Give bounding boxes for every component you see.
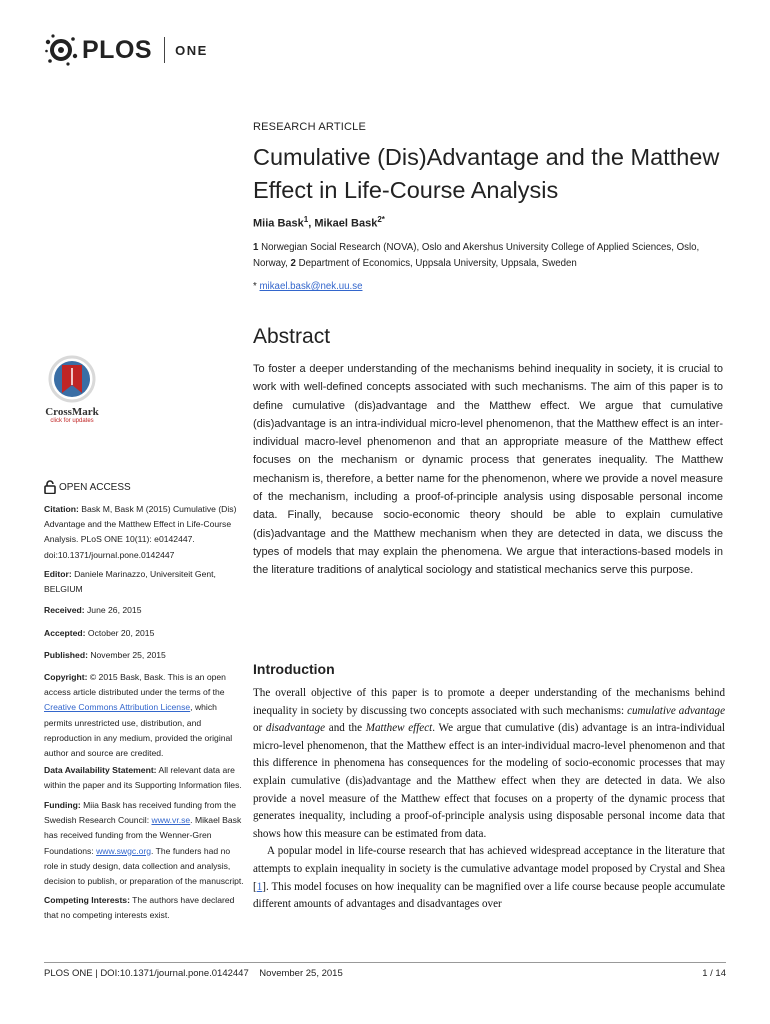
citation-text: Bask M, Bask M (2015) Cumulative (Dis) Advantage and the Matthew Effect in Life-Course Analysis. PLoS ONE 10(11): e0142447. doi:10.1371/journal.pone.0142447	[44, 504, 237, 560]
editor-block	[44, 567, 244, 597]
competing-text: The authors have declared that no competing interests exist.	[44, 895, 235, 921]
open-access-badge	[44, 480, 131, 494]
introduction-body	[253, 685, 725, 914]
editor-text: Daniele Marinazzo, Universiteit Gent, BELGIUM	[44, 569, 216, 595]
citation-block	[44, 502, 244, 563]
footer-citation: PLOS ONE | DOI:10.1371/journal.pone.0142447 November 25, 2015	[44, 968, 343, 979]
email-link[interactable]: mikael.bask@nek.uu.se	[259, 281, 363, 292]
author-separator: ,	[308, 217, 315, 230]
abstract-text: To foster a deeper understanding of the mechanisms behind inequality in society, it is crucial to work with well-defined concepts associated with such mechanisms. The aim of this paper is to define cumulative (dis)advantage and the Matthew effect. We argue that cumulative (dis)advantage is an intra-individual micro-level phenomenon, that the Matthew effect is an inter-individual macro-level phenomenon and that an appropriate measure of the Matthew effect focuses on the mechanism or dynamic process that generates inequality. The Matthew mechanism is, therefore, a better name for the phenomenon, where we provide a novel measure of the mechanism, including a proof-of-principle analysis using disposable personal income data. Finally, because socio-economic theory should be able to explain cumulative (dis)advantage and the Matthew mechanism when they are detected in data, we discuss the types of models that may explain the phenomena. We argue that interactions-based models in the literature traditions of analytical sociology and statistical mechanics serve this purpose.	[253, 363, 723, 577]
crossmark-sub: click for updates	[50, 418, 94, 424]
author-name: Miia Bask	[253, 217, 304, 230]
published-label: Published:	[44, 650, 88, 660]
term-emphasis: cumulative advantage	[627, 704, 725, 717]
received-text: June 26, 2015	[84, 605, 142, 615]
crossmark-icon	[48, 355, 96, 403]
data-availability-text: All relevant data are within the paper and its Supporting Information files.	[44, 765, 242, 791]
funding-text: Miia Bask has received funding from the Swedish Research Council:	[44, 800, 236, 826]
funding-label: Funding:	[44, 800, 81, 810]
journal-name: ONE	[175, 42, 208, 58]
author-name: Mikael Bask	[314, 217, 378, 230]
accepted-text: October 20, 2015	[85, 628, 155, 638]
article-type: RESEARCH ARTICLE	[253, 121, 367, 133]
copyright-label: Copyright:	[44, 672, 88, 682]
corresponding-mark: *	[253, 281, 257, 292]
affiliations	[253, 240, 723, 272]
data-availability-label: Data Availability Statement:	[44, 765, 157, 775]
published-text: November 25, 2015	[87, 650, 166, 660]
funding-link-swgc[interactable]: www.swgc.org	[96, 845, 151, 856]
plos-one-logo	[44, 33, 208, 67]
crossmark-badge[interactable]	[44, 355, 100, 424]
accepted-date	[44, 626, 244, 641]
funding-text: . Mikael Bask has received funding from the Wenner-Gren Foundations:	[44, 815, 242, 856]
term-emphasis: Matthew effect	[365, 722, 433, 735]
copyright-text: © 2015 Bask, Bask. This is an open access article distributed under the terms of the	[44, 672, 226, 698]
author-affil-sup: 2*	[377, 215, 385, 224]
plos-logo-icon	[44, 33, 78, 67]
affil-number: 2	[290, 258, 296, 269]
published-date	[44, 648, 244, 663]
open-access-label: OPEN ACCESS	[59, 481, 131, 493]
funding-block	[44, 798, 244, 889]
accepted-label: Accepted:	[44, 628, 86, 638]
affil-text: Department of Economics, Uppsala University, Uppsala, Sweden	[295, 258, 577, 269]
intro-paragraph: The overall objective of this paper is to promote a deeper understanding of the mechanisms behind inequality in society by discussing two concepts associated with such mechanisms: cumulative advantage or disadvantage and the Matthew effect. We argue that cumulative (dis) advantage is an intra-individual micro-level phenomenon, that the Matthew effect is an inter-individual macro-level phenomenon and that this difference in phenomena has consequences for the modeling of socio-economic processes that may explain cumulative (dis)advantage and the Matthew effect when they are detected in data. We also provide a novel measure of the Matthew effect that focuses on a property of the dynamic process that generates inequality, including a proof-of-principle analysis using disposable personal income data that shows how this measure can be estimated from data.	[253, 687, 725, 840]
license-link[interactable]: Creative Commons Attribution License	[44, 702, 191, 713]
funding-text: . The funders had no role in study design, data collection and analysis, decision to publish, or preparation of the manuscript.	[44, 845, 244, 887]
received-date	[44, 603, 244, 618]
author-list	[253, 215, 385, 230]
brand-name: PLOS	[82, 35, 153, 64]
abstract-heading: Abstract	[253, 325, 331, 348]
open-lock-icon	[44, 480, 56, 494]
reference-link[interactable]: 1	[256, 880, 263, 893]
article-title: Cumulative (Dis)Advantage and the Matthew Effect in Life-Course Analysis	[253, 144, 720, 203]
page-number: 1 / 14	[702, 968, 726, 979]
footer-divider	[44, 962, 726, 963]
affil-text: Norwegian Social Research (NOVA), Oslo and Akershus University College of Applied Sciences, Oslo, Norway,	[253, 242, 700, 269]
data-availability-block	[44, 763, 244, 793]
crossmark-label: CrossMark	[45, 406, 99, 418]
competing-interests-block	[44, 893, 244, 923]
editor-label: Editor:	[44, 569, 72, 579]
intro-paragraph: A popular model in life-course research that has achieved widespread acceptance in the literature that attempts to explain inequality in society is the cumulative advantage model proposed by Crystal and Shea [1]. This model focuses on how inequality can be magnified over a life course because people accumulate different amounts of advantages and disadvantages over	[253, 845, 725, 911]
affil-number: 1	[253, 242, 259, 253]
author-affil-sup: 1	[303, 215, 309, 224]
introduction-heading: Introduction	[253, 661, 335, 677]
corresponding-email	[253, 281, 362, 292]
logo-divider	[164, 37, 165, 63]
citation-label: Citation:	[44, 504, 79, 514]
copyright-text: , which permits unrestricted use, distribution, and reproduction in any medium, provided the original author and source are credited.	[44, 702, 233, 759]
copyright-block	[44, 670, 244, 761]
received-label: Received:	[44, 605, 85, 615]
competing-label: Competing Interests:	[44, 895, 130, 905]
funding-link-vr[interactable]: www.vr.se	[151, 815, 191, 826]
term-emphasis: disadvantage	[265, 722, 326, 735]
